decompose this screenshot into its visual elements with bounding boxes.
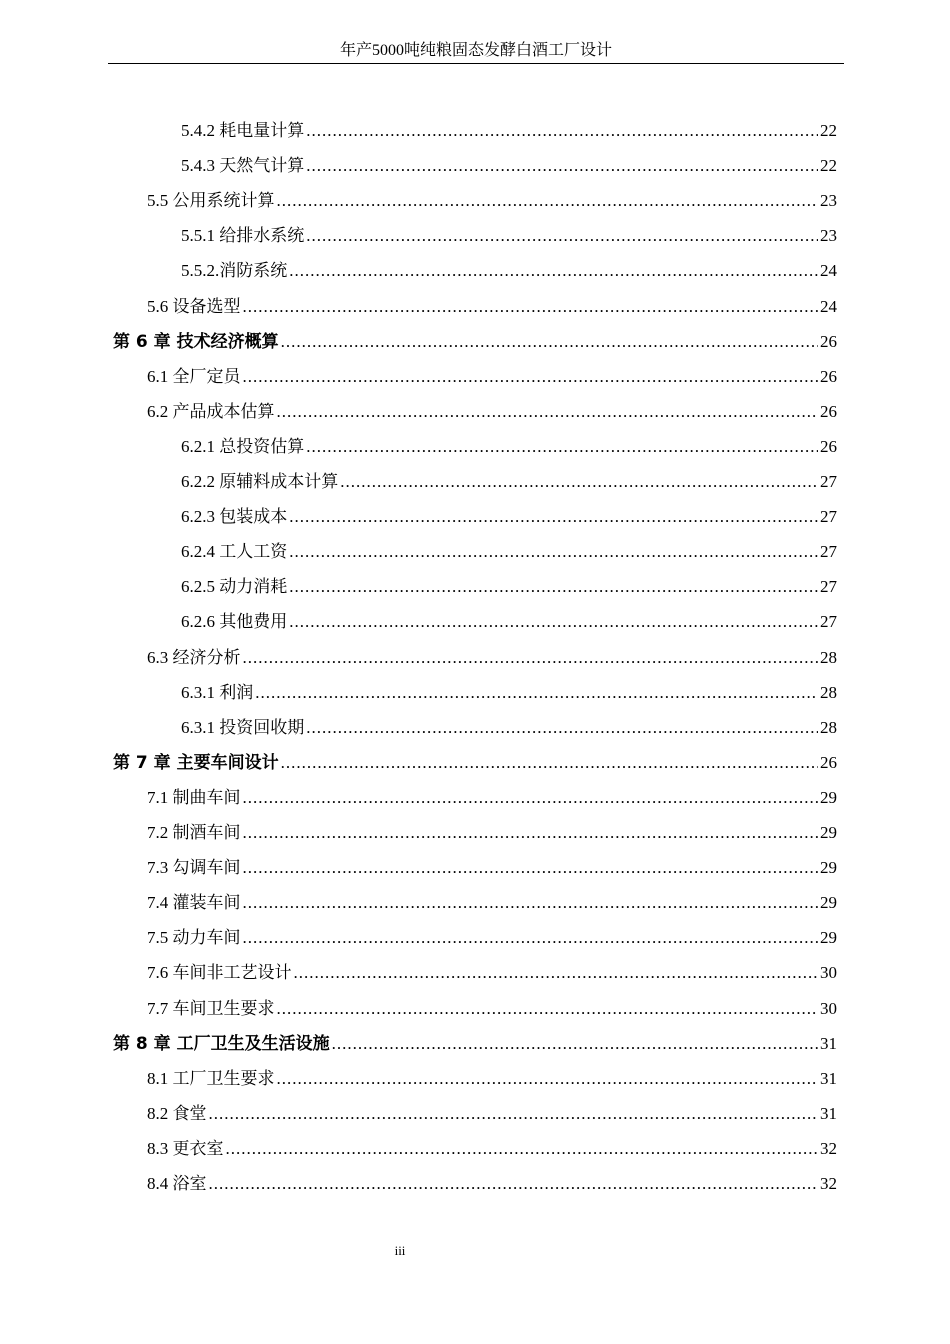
toc-entry[interactable]: [181, 253, 837, 288]
toc-entry-title: 7.2 制酒车间: [147, 823, 241, 842]
toc-dot-leader: [277, 991, 819, 1026]
toc-entry-page: 26: [820, 331, 837, 351]
toc-entry[interactable]: [147, 359, 837, 394]
toc-entry-page: 29: [820, 858, 837, 878]
toc-dot-leader: [289, 569, 818, 604]
toc-dot-leader: [281, 324, 818, 359]
toc-entry-page: 26: [820, 436, 837, 456]
toc-dot-leader: [226, 1131, 819, 1166]
toc-entry-title: 8.1 工厂卫生要求: [147, 1068, 275, 1088]
toc-dot-leader: [289, 253, 818, 288]
toc-entry[interactable]: [147, 1061, 837, 1096]
toc-dot-leader: [289, 604, 818, 639]
toc-entry-title: 6.3.1 投资回收期: [181, 717, 305, 737]
toc-entry[interactable]: [181, 113, 837, 148]
toc-entry-title: 7.1 制曲车间: [147, 787, 241, 807]
toc-entry-title: 5.5.2.消防系统: [181, 261, 288, 281]
toc-dot-leader: [243, 289, 819, 324]
toc-entry-title: 第 8 章 工厂卫生及生活设施: [113, 1033, 330, 1054]
toc-entry-page: 27: [820, 542, 837, 562]
toc-entry-page: 22: [820, 121, 837, 140]
toc-entry-page: 30: [820, 963, 837, 983]
toc-entry-page: 30: [820, 998, 837, 1018]
toc-dot-leader: [306, 113, 818, 148]
toc-entry-page: 31: [820, 1103, 837, 1123]
toc-dot-leader: [277, 1061, 819, 1096]
toc-entry-title: 7.5 动力车间: [147, 928, 241, 948]
toc-entry-title: 6.2 产品成本估算: [147, 401, 275, 421]
toc-entry-page: 29: [820, 928, 837, 948]
toc-entry[interactable]: [181, 464, 837, 499]
toc-entry-title: 6.2.3 包装成本: [181, 507, 288, 527]
toc-entry-page: 32: [820, 1138, 837, 1158]
toc-dot-leader: [277, 183, 819, 218]
toc-dot-leader: [243, 780, 819, 815]
toc-entry[interactable]: [181, 710, 837, 745]
toc-entry-page: 27: [820, 472, 837, 491]
toc-entry[interactable]: [181, 429, 837, 464]
toc-dot-leader: [243, 640, 819, 675]
toc-entry[interactable]: [113, 745, 837, 780]
toc-dot-leader: [281, 745, 818, 780]
toc-entry-title: 8.4 浴室: [147, 1174, 207, 1193]
toc-entry[interactable]: [113, 1026, 837, 1061]
toc-entry[interactable]: [147, 289, 837, 324]
toc-entry-page: 29: [820, 893, 837, 913]
toc-entry-title: 6.2.4 工人工资: [181, 542, 288, 562]
toc-entry-title: 5.5 公用系统计算: [147, 191, 275, 211]
toc-entry-title: 6.3.1 利润: [181, 682, 254, 702]
running-header: 年产5000吨纯粮固态发酵白酒工厂设计: [339, 42, 612, 59]
toc-entry[interactable]: [147, 640, 837, 675]
toc-entry[interactable]: [181, 534, 837, 569]
toc-entry[interactable]: [181, 218, 837, 253]
toc-dot-leader: [289, 499, 818, 534]
toc-dot-leader: [306, 429, 818, 464]
toc-entry-title: 7.3 勾调车间: [147, 858, 241, 878]
toc-entry-page: 32: [820, 1174, 837, 1193]
toc-entry[interactable]: [181, 604, 837, 639]
toc-entry[interactable]: [147, 780, 837, 815]
toc-entry-title: 6.1 全厂定员: [147, 366, 241, 386]
toc-entry-page: 23: [820, 226, 837, 246]
toc-dot-leader: [243, 359, 819, 394]
toc-entry-title: 8.2 食堂: [147, 1103, 207, 1123]
toc-entry[interactable]: [147, 1166, 837, 1201]
toc-entry-page: 31: [820, 1033, 837, 1053]
header-rule: [108, 63, 844, 64]
toc-dot-leader: [306, 148, 818, 183]
toc-entry[interactable]: [147, 991, 837, 1026]
toc-dot-leader: [243, 920, 819, 955]
toc-entry[interactable]: [147, 1096, 837, 1131]
toc-dot-leader: [332, 1026, 818, 1061]
toc-entry[interactable]: [147, 1131, 837, 1166]
toc-dot-leader: [277, 394, 819, 429]
toc-entry-page: 26: [820, 401, 837, 421]
toc-entry-title: 6.2.5 动力消耗: [181, 577, 288, 597]
toc-dot-leader: [289, 534, 818, 569]
toc-entry-page: 28: [820, 682, 837, 702]
toc-dot-leader: [209, 1096, 819, 1131]
toc-entry-page: 26: [820, 752, 837, 772]
toc-dot-leader: [306, 710, 818, 745]
toc-entry-title: 5.4.3 天然气计算: [181, 156, 305, 176]
toc-entry-page: 24: [820, 261, 837, 281]
toc-entry[interactable]: [181, 675, 837, 710]
toc-entry-page: 27: [820, 577, 837, 597]
toc-entry[interactable]: [181, 499, 837, 534]
toc-entry-page: 31: [820, 1068, 837, 1088]
toc-entry-page: 24: [820, 296, 837, 316]
toc-entry-title: 8.3 更衣室: [147, 1138, 224, 1158]
toc-entry-title: 5.4.2 耗电量计算: [181, 121, 305, 140]
toc-entry-title: 第 7 章 主要车间设计: [113, 752, 279, 773]
toc-entry-title: 7.4 灌装车间: [147, 893, 241, 913]
toc-entry-title: 7.6 车间非工艺设计: [147, 963, 292, 983]
toc-dot-leader: [243, 850, 819, 885]
toc-entry[interactable]: [147, 955, 837, 990]
toc-dot-leader: [294, 955, 819, 990]
toc-entry-title: 7.7 车间卫生要求: [147, 998, 275, 1018]
toc-entry-page: 23: [820, 191, 837, 211]
toc-entry[interactable]: [147, 920, 837, 955]
toc-entry-page: 28: [820, 717, 837, 737]
toc-entry-title: 6.2.1 总投资估算: [181, 436, 305, 456]
toc-dot-leader: [306, 218, 818, 253]
toc-entry[interactable]: [147, 183, 837, 218]
toc-entry-title: 6.2.2 原辅料成本计算: [181, 472, 339, 491]
toc-entry[interactable]: [181, 569, 837, 604]
page-number: iii: [394, 1243, 406, 1258]
toc-entry-title: 5.6 设备选型: [147, 296, 241, 316]
toc-dot-leader: [243, 815, 819, 850]
toc-entry[interactable]: [113, 324, 837, 359]
toc-entry[interactable]: [147, 885, 837, 920]
toc-entry-page: 28: [820, 647, 837, 667]
toc-entry-page: 29: [820, 823, 837, 842]
toc-entry-title: 6.2.6 其他费用: [181, 612, 288, 632]
toc-entry-title: 6.3 经济分析: [147, 647, 241, 667]
toc-entry-title: 5.5.1 给排水系统: [181, 226, 305, 246]
toc-dot-leader: [255, 675, 818, 710]
toc-entry-page: 29: [820, 787, 837, 807]
toc-entry-page: 26: [820, 366, 837, 386]
toc-dot-leader: [209, 1166, 819, 1201]
toc-entry-title: 第 6 章 技术经济概算: [113, 331, 279, 352]
toc-entry[interactable]: [147, 394, 837, 429]
toc-entry[interactable]: [147, 815, 837, 850]
toc-dot-leader: [340, 464, 818, 499]
toc-entry-page: 22: [820, 156, 837, 176]
toc-dot-leader: [243, 885, 819, 920]
toc-entry[interactable]: [147, 850, 837, 885]
toc-entry-page: 27: [820, 507, 837, 527]
toc-entry-page: 27: [820, 612, 837, 632]
toc-entry[interactable]: [181, 148, 837, 183]
